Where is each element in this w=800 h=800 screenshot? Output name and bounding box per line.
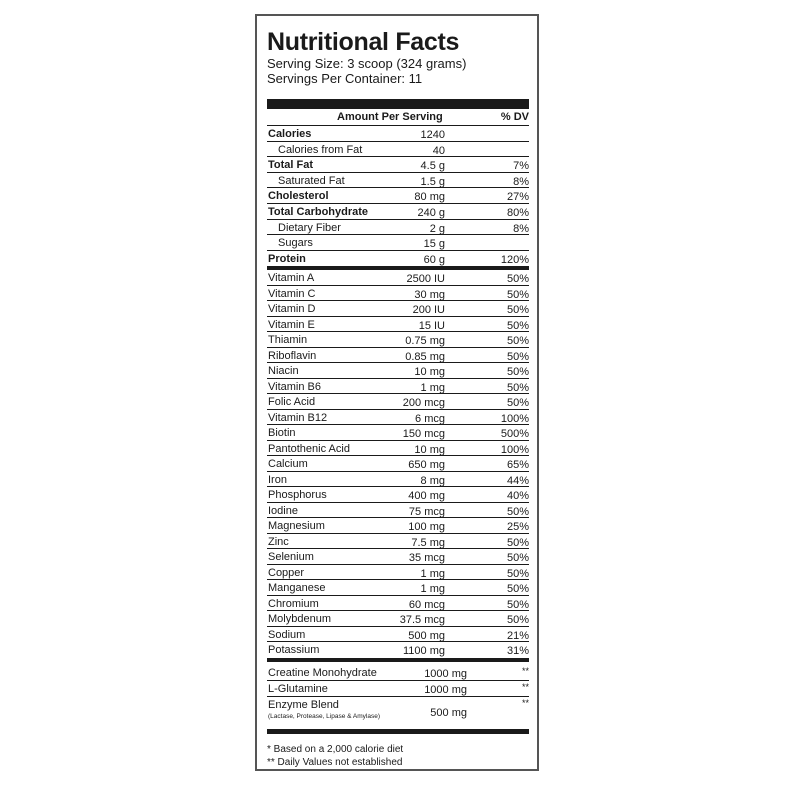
- vitamin-name: Vitamin A: [268, 272, 315, 285]
- vitamin-name: Iron: [268, 473, 287, 486]
- daily-value-header: % DV: [500, 111, 529, 123]
- vitamin-daily-value: 100%: [500, 443, 529, 456]
- vitamin-name: Zinc: [268, 535, 289, 548]
- blend-name: Enzyme Blend: [268, 698, 339, 711]
- nutrient-daily-value: 80%: [506, 206, 529, 219]
- vitamin-amount: 6 mcg: [415, 412, 445, 425]
- blend-name: L-Glutamine: [268, 682, 328, 695]
- blend-daily-value: **: [521, 665, 529, 676]
- vitamin-name: Vitamin D: [268, 303, 316, 316]
- vitamin-name: Thiamin: [268, 334, 308, 347]
- nutrient-daily-value: 120%: [500, 253, 529, 266]
- vitamin-name: Vitamin C: [268, 287, 316, 300]
- nutrient-amount: 15 g: [423, 238, 445, 251]
- vitamin-amount: 7.5 mg: [411, 536, 445, 549]
- vitamin-row: [267, 596, 529, 612]
- macronutrient-list: [267, 126, 529, 266]
- footnote: ** Daily Values not established: [267, 756, 403, 768]
- vitamin-row: [267, 487, 529, 503]
- servings-per-container: Servings Per Container: 11: [267, 71, 423, 86]
- nutrient-name: Dietary Fiber: [278, 221, 341, 234]
- vitamin-row: [267, 518, 529, 534]
- nutrient-row: [267, 235, 529, 251]
- nutrient-row: [267, 204, 529, 220]
- vitamin-daily-value: 50%: [506, 288, 529, 301]
- nutrient-amount: 4.5 g: [420, 160, 445, 173]
- vitamin-row: [267, 642, 529, 658]
- vitamin-daily-value: 44%: [506, 474, 529, 487]
- nutrient-row: [267, 157, 529, 173]
- vitamin-name: Manganese: [268, 582, 326, 595]
- blend-amount: 1000 mg: [424, 683, 467, 696]
- blend-ingredients: (Lactase, Protease, Lipase & Amylase): [268, 712, 381, 720]
- vitamin-row: [267, 286, 529, 302]
- nutrient-name: Sugars: [278, 237, 313, 250]
- blend-list: [267, 665, 529, 729]
- vitamin-name: Riboflavin: [268, 349, 317, 362]
- serving-size: Serving Size: 3 scoop (324 grams): [267, 56, 467, 71]
- vitamin-row: [267, 332, 529, 348]
- vitamin-amount: 0.85 mg: [405, 350, 445, 363]
- vitamin-row: [267, 456, 529, 472]
- vitamin-name: Chromium: [268, 597, 319, 610]
- nutrition-label: [255, 14, 539, 771]
- vitamin-name: Folic Acid: [268, 396, 316, 409]
- nutrient-name: Protein: [268, 252, 306, 265]
- vitamin-row: [267, 534, 529, 550]
- vitamin-amount: 75 mcg: [408, 505, 445, 518]
- nutrient-row: [267, 173, 529, 189]
- nutrition-label-content: [267, 28, 529, 769]
- vitamin-amount: 500 mg: [408, 629, 445, 642]
- blend-row: [267, 665, 529, 681]
- nutrient-daily-value: 7%: [513, 160, 529, 173]
- nutrient-name: Saturated Fat: [278, 174, 345, 187]
- vitamin-row: [267, 317, 529, 333]
- vitamin-amount: 30 mg: [414, 288, 445, 301]
- vitamin-name: Vitamin B6: [268, 380, 321, 393]
- vitamin-amount: 200 IU: [412, 304, 445, 317]
- vitamin-row: [267, 425, 529, 441]
- vitamin-row: [267, 270, 529, 286]
- vitamin-daily-value: 50%: [506, 614, 529, 627]
- vitamin-name: Molybdenum: [268, 613, 331, 626]
- nutrient-row: [267, 126, 529, 142]
- vitamin-daily-value: 50%: [506, 536, 529, 549]
- vitamin-daily-value: 50%: [506, 319, 529, 332]
- vitamin-amount: 10 mg: [414, 443, 445, 456]
- vitamin-daily-value: 50%: [506, 552, 529, 565]
- nutrient-row: [267, 142, 529, 158]
- vitamin-amount: 1 mg: [420, 583, 445, 596]
- vitamin-amount: 0.75 mg: [405, 335, 445, 348]
- vitamin-daily-value: 50%: [506, 350, 529, 363]
- nutrient-name: Total Carbohydrate: [268, 205, 369, 218]
- vitamin-name: Phosphorus: [268, 489, 327, 502]
- vitamin-name: Niacin: [268, 365, 299, 378]
- vitamin-daily-value: 40%: [506, 490, 529, 503]
- vitamin-daily-value: 65%: [506, 459, 529, 472]
- vitamin-name: Magnesium: [268, 520, 325, 533]
- nutrient-amount: 40: [432, 144, 445, 157]
- vitamin-name: Vitamin B12: [268, 411, 328, 424]
- thick-divider: [267, 99, 529, 109]
- vitamin-row: [267, 580, 529, 596]
- nutrient-daily-value: 8%: [513, 175, 529, 188]
- footnotes: [267, 743, 529, 769]
- vitamin-amount: 37.5 mcg: [399, 614, 445, 627]
- vitamin-row: [267, 441, 529, 457]
- blend-row: [267, 697, 529, 729]
- vitamin-row: [267, 503, 529, 519]
- vitamin-daily-value: 50%: [506, 397, 529, 410]
- vitamin-row: [267, 394, 529, 410]
- vitamin-row: [267, 565, 529, 581]
- amount-per-serving-header: Amount Per Serving: [337, 111, 443, 123]
- vitamin-row: [267, 549, 529, 565]
- vitamin-amount: 15 IU: [418, 319, 445, 332]
- vitamin-daily-value: 50%: [506, 366, 529, 379]
- nutrient-amount: 80 mg: [414, 191, 445, 204]
- nutrient-amount: 1.5 g: [420, 175, 445, 188]
- section-divider: [267, 658, 529, 662]
- nutrient-row: [267, 251, 529, 267]
- blend-row: [267, 681, 529, 697]
- vitamin-daily-value: 50%: [506, 598, 529, 611]
- vitamin-amount: 8 mg: [420, 474, 445, 487]
- label-title: Nutritional Facts: [267, 28, 460, 56]
- vitamin-daily-value: 50%: [506, 335, 529, 348]
- vitamin-daily-value: 100%: [500, 412, 529, 425]
- nutrient-amount: 1240: [420, 129, 445, 141]
- vitamin-row: [267, 472, 529, 488]
- vitamin-daily-value: 50%: [506, 304, 529, 317]
- nutrient-row: [267, 220, 529, 236]
- vitamin-row: [267, 410, 529, 426]
- vitamin-mineral-list: [267, 270, 529, 658]
- vitamin-row: [267, 611, 529, 627]
- nutrient-row: [267, 188, 529, 204]
- nutrient-name: Calories from Fat: [278, 143, 363, 156]
- nutrient-amount: 240 g: [417, 206, 445, 219]
- nutrient-daily-value: 27%: [506, 191, 529, 204]
- blend-daily-value: **: [521, 697, 529, 708]
- nutrient-name: Calories: [268, 128, 312, 140]
- vitamin-row: [267, 363, 529, 379]
- blend-name: Creatine Monohydrate: [268, 666, 377, 679]
- vitamin-amount: 1 mg: [420, 381, 445, 394]
- vitamin-row: [267, 301, 529, 317]
- vitamin-name: Potassium: [268, 644, 320, 657]
- section-divider: [267, 729, 529, 734]
- vitamin-amount: 150 mcg: [402, 428, 445, 441]
- vitamin-amount: 400 mg: [408, 490, 445, 503]
- vitamin-name: Biotin: [268, 427, 296, 440]
- nutrient-daily-value: 8%: [513, 222, 529, 235]
- vitamin-amount: 650 mg: [408, 459, 445, 472]
- vitamin-daily-value: 31%: [506, 645, 529, 658]
- vitamin-daily-value: 500%: [500, 428, 529, 441]
- vitamin-daily-value: 50%: [506, 381, 529, 394]
- vitamin-name: Copper: [268, 566, 305, 579]
- vitamin-name: Calcium: [268, 458, 308, 471]
- vitamin-name: Vitamin E: [268, 318, 315, 331]
- nutrient-amount: 2 g: [429, 222, 445, 235]
- vitamin-daily-value: 25%: [506, 521, 529, 534]
- blend-amount: 500 mg: [430, 706, 467, 719]
- vitamin-daily-value: 50%: [506, 273, 529, 286]
- vitamin-amount: 2500 IU: [406, 273, 445, 286]
- blend-amount: 1000 mg: [424, 667, 467, 680]
- vitamin-row: [267, 348, 529, 364]
- vitamin-amount: 10 mg: [414, 366, 445, 379]
- vitamin-name: Pantothenic Acid: [268, 442, 350, 455]
- vitamin-amount: 35 mcg: [408, 552, 445, 565]
- nutrient-name: Total Fat: [268, 159, 314, 172]
- vitamin-row: [267, 379, 529, 395]
- vitamin-name: Sodium: [268, 628, 306, 641]
- vitamin-name: Iodine: [268, 504, 298, 517]
- vitamin-row: [267, 627, 529, 643]
- nutrient-amount: 60 g: [423, 253, 445, 266]
- nutrient-name: Cholesterol: [268, 190, 329, 203]
- vitamin-amount: 60 mcg: [408, 598, 445, 611]
- column-header: [267, 109, 529, 126]
- vitamin-daily-value: 50%: [506, 583, 529, 596]
- vitamin-amount: 100 mg: [408, 521, 445, 534]
- vitamin-amount: 1100 mg: [403, 645, 445, 658]
- vitamin-daily-value: 50%: [506, 567, 529, 580]
- vitamin-name: Selenium: [268, 551, 314, 564]
- vitamin-amount: 1 mg: [420, 567, 445, 580]
- footnote: * Based on a 2,000 calorie diet: [267, 743, 404, 755]
- blend-daily-value: **: [521, 681, 529, 692]
- vitamin-daily-value: 21%: [506, 629, 529, 642]
- vitamin-amount: 200 mcg: [402, 397, 445, 410]
- vitamin-daily-value: 50%: [506, 505, 529, 518]
